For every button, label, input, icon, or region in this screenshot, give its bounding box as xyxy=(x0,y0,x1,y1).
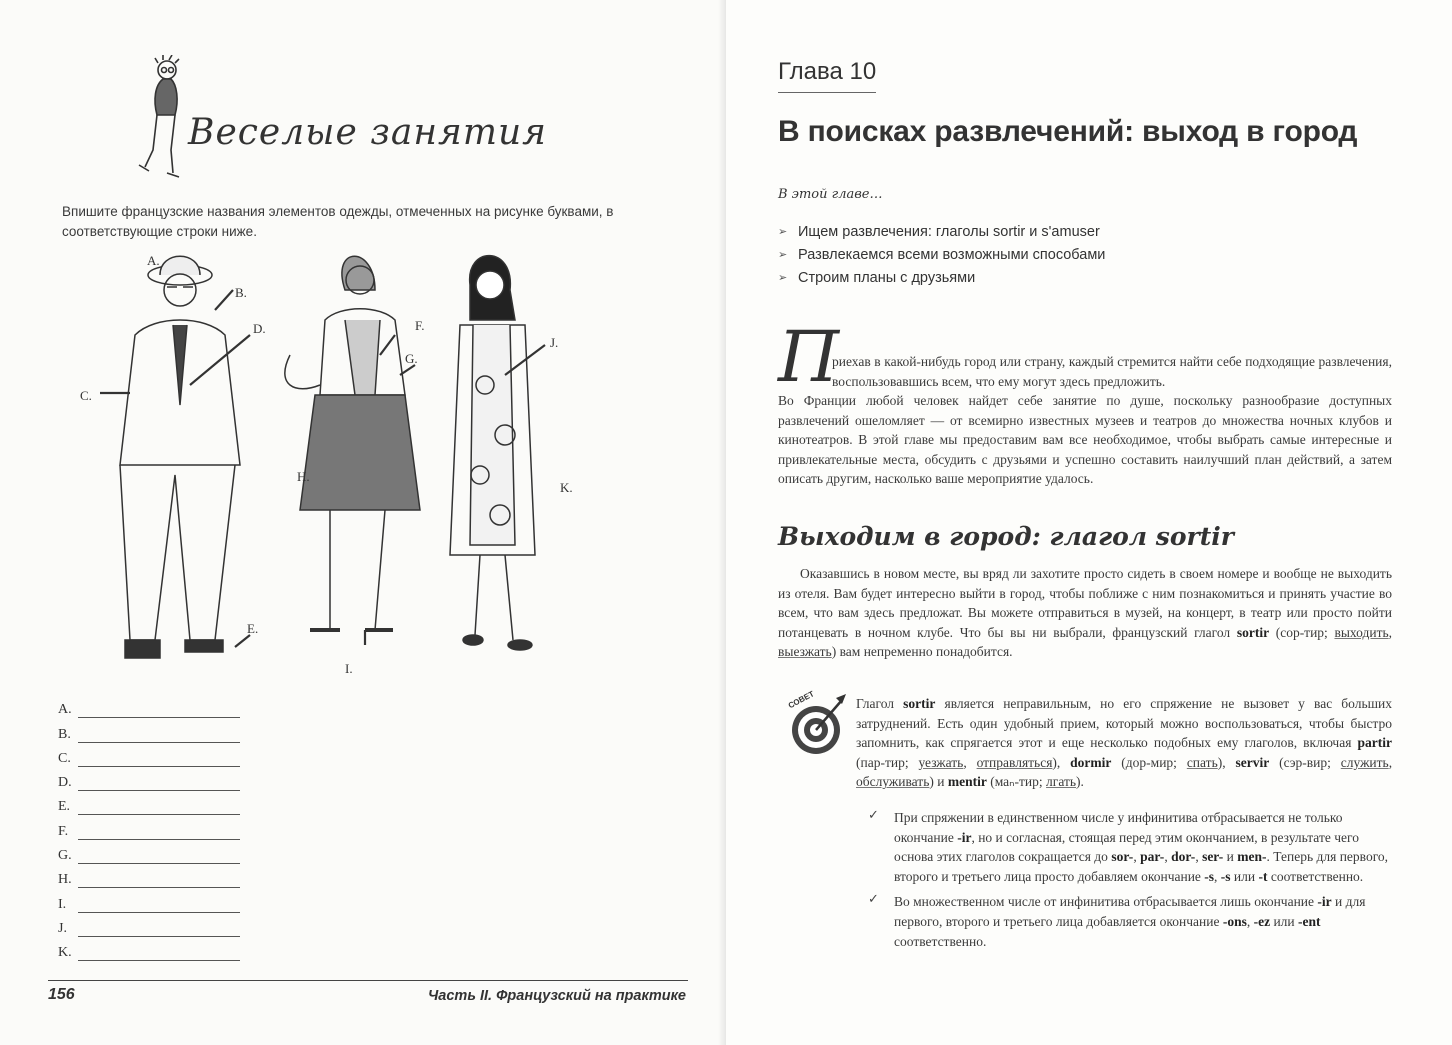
figure-label-h: H. xyxy=(297,469,310,484)
footer-rule xyxy=(48,980,688,981)
answer-line-e[interactable] xyxy=(58,791,240,815)
figure-label-c: C. xyxy=(80,388,92,403)
answer-line-d[interactable] xyxy=(58,767,240,791)
answer-letter: D. xyxy=(58,775,72,791)
checklist-item xyxy=(868,808,1398,886)
woman-figure-2 xyxy=(450,256,535,650)
blank-line[interactable] xyxy=(78,900,240,913)
answer-letter: E. xyxy=(58,799,71,815)
answer-letter: B. xyxy=(58,726,71,742)
mascot-illustration xyxy=(135,55,195,185)
figure-label-i: I. xyxy=(345,661,353,676)
tip-badge-label: СОВЕТ xyxy=(786,689,816,711)
checkmark-icon: ✓ xyxy=(868,808,879,823)
answer-letter: G. xyxy=(58,848,72,864)
activity-title: Веселые занятия xyxy=(188,112,548,153)
answer-line-h[interactable] xyxy=(58,864,240,888)
topic-text: Строим планы с друзьями xyxy=(798,269,976,286)
blank-line[interactable] xyxy=(78,948,240,961)
answer-letter: A. xyxy=(58,702,72,718)
page-number: 156 xyxy=(48,986,75,1003)
arrow-bullet-icon: ➢ xyxy=(778,226,788,238)
arrow-bullet-icon: ➢ xyxy=(778,249,788,261)
figure-label-f: F. xyxy=(415,318,425,333)
target-tip-icon xyxy=(784,688,852,758)
chapter-intro: В этой главе… xyxy=(778,187,883,202)
woman-figure-1 xyxy=(285,256,420,630)
figure-label-k: K. xyxy=(560,480,573,495)
checkmark-icon: ✓ xyxy=(868,892,879,908)
blank-line[interactable] xyxy=(78,802,240,815)
topic-text: Ищем развлечения: глаголы sortir и s'amuser xyxy=(798,223,1100,240)
checklist-item xyxy=(868,892,1398,951)
right-page xyxy=(726,0,1452,1045)
drop-cap: П xyxy=(778,316,840,398)
answer-line-g[interactable] xyxy=(58,840,240,864)
chapter-label: Глава 10 xyxy=(778,58,876,93)
figure-label-e: E. xyxy=(247,621,259,636)
arrow-bullet-icon: ➢ xyxy=(778,272,788,284)
blank-line[interactable] xyxy=(78,827,240,840)
answer-letter: I. xyxy=(58,896,67,912)
section-paragraph: Оказавшись в новом месте, вы вряд ли захотите просто сидеть в своем номере и вообще не выходить из отеля. Вам будет интересно выйти в город, чтобы поближе с ним познакомиться и принять участие во всем, что вам здесь предложат. Вы можете отправиться в музей, на концерт, в театр или просто пойти потанцевать в ночном клубе. Что бы вы ни выбрали, французский глагол sortir (сор-тир; выходить, выезжать) вам непременно понадобится. xyxy=(778,566,1393,660)
answer-line-k[interactable] xyxy=(58,937,240,961)
blank-line[interactable] xyxy=(78,851,240,864)
figure-label-g: G. xyxy=(405,351,418,366)
topic-item xyxy=(778,243,1105,266)
figure-label-b: B. xyxy=(235,285,247,300)
clothing-illustration xyxy=(75,245,615,695)
answer-line-j[interactable] xyxy=(58,913,240,937)
checklist-text: Во множественном числе от инфинитива отбрасывается лишь окончание -ir и для первого, второго и третьего лица добавляется окончание -ons, -ez или -ent соответственно. xyxy=(894,894,1366,949)
running-head: Часть II. Французский на практике xyxy=(428,988,686,1004)
activity-instruction: Впишите французские названия элементов одежды, отмеченных на рисунке буквами, в соответствующие строки ниже. xyxy=(62,204,614,239)
chapter-title: В поисках развлечений: выход в город xyxy=(778,115,1358,148)
answer-letter: J. xyxy=(58,920,67,936)
topic-item xyxy=(778,266,1105,289)
rules-checklist xyxy=(868,808,1398,957)
tip-text: Глагол sortir является неправильным, но его спряжение не вызовет у вас больших затруднений. Есть один удобный прием, который можно воспользоваться, чтобы быстро запомнить, как спрягается этот и еще несколько подобных ему глаголов, включая partir (пар-тир; уезжать, отправляться), dormir (дор-мир; спать), servir (сэр-вир; служить, обслуживать) и mentir (маₙ-тир; лгать). xyxy=(856,696,1393,790)
blank-line[interactable] xyxy=(78,730,240,743)
intro-paragraph-first: риехав в какой-нибудь город или страну, каждый стремится найти себе подходящие развлечения, воспользовавшись всем, что ему могут здесь предложить. xyxy=(832,354,1392,389)
answer-letter: F. xyxy=(58,823,69,839)
blank-line[interactable] xyxy=(78,754,240,767)
chapter-topics xyxy=(778,220,1105,289)
figure-label-j: J. xyxy=(550,335,559,350)
figure-label-d: D. xyxy=(253,321,266,336)
blank-line[interactable] xyxy=(78,875,240,888)
figure-label-a: A. xyxy=(147,253,160,268)
intro-paragraph-rest: Во Франции любой человек найдет себе занятие по душе, поскольку разнообразие доступных развлечений ошеломляет — от всемирно известных музеев и театров до множества ночных клубов и кинотеатров. В этой главе мы предоставим вам все необходимое, чтобы выбрать самые интересные и привлекательные места, обсудить с друзьями и успешно составить наилучший план действий, а затем описать другим, насколько ваше мероприятие удалось. xyxy=(778,393,1392,487)
topic-text: Развлекаемся всеми возможными способами xyxy=(798,246,1106,263)
answer-letter: C. xyxy=(58,750,71,766)
answer-letter: K. xyxy=(58,945,72,961)
answer-line-i[interactable] xyxy=(58,888,240,912)
answer-line-b[interactable] xyxy=(58,718,240,742)
blank-line[interactable] xyxy=(78,705,240,718)
section-heading: Выходим в город: глагол sortir xyxy=(778,522,1234,551)
checklist-text: При спряжении в единственном числе у инфинитива отбрасывается не только окончание -ir, но и согласная, стоящая перед этим окончанием, в результате чего основа этих глаголов сокращается до sor-, par-, dor-, ser- и men-. Теперь для первого, второго и третьего лица просто добавляем окончание -s, -s или -t соответственно. xyxy=(894,810,1389,884)
answer-line-a[interactable] xyxy=(58,694,240,718)
topic-item xyxy=(778,220,1105,243)
answer-lines xyxy=(58,694,240,961)
blank-line[interactable] xyxy=(78,778,240,791)
man-figure xyxy=(120,256,240,658)
answer-letter: H. xyxy=(58,872,72,888)
answer-line-c[interactable] xyxy=(58,743,240,767)
blank-line[interactable] xyxy=(78,924,240,937)
answer-line-f[interactable] xyxy=(58,815,240,839)
